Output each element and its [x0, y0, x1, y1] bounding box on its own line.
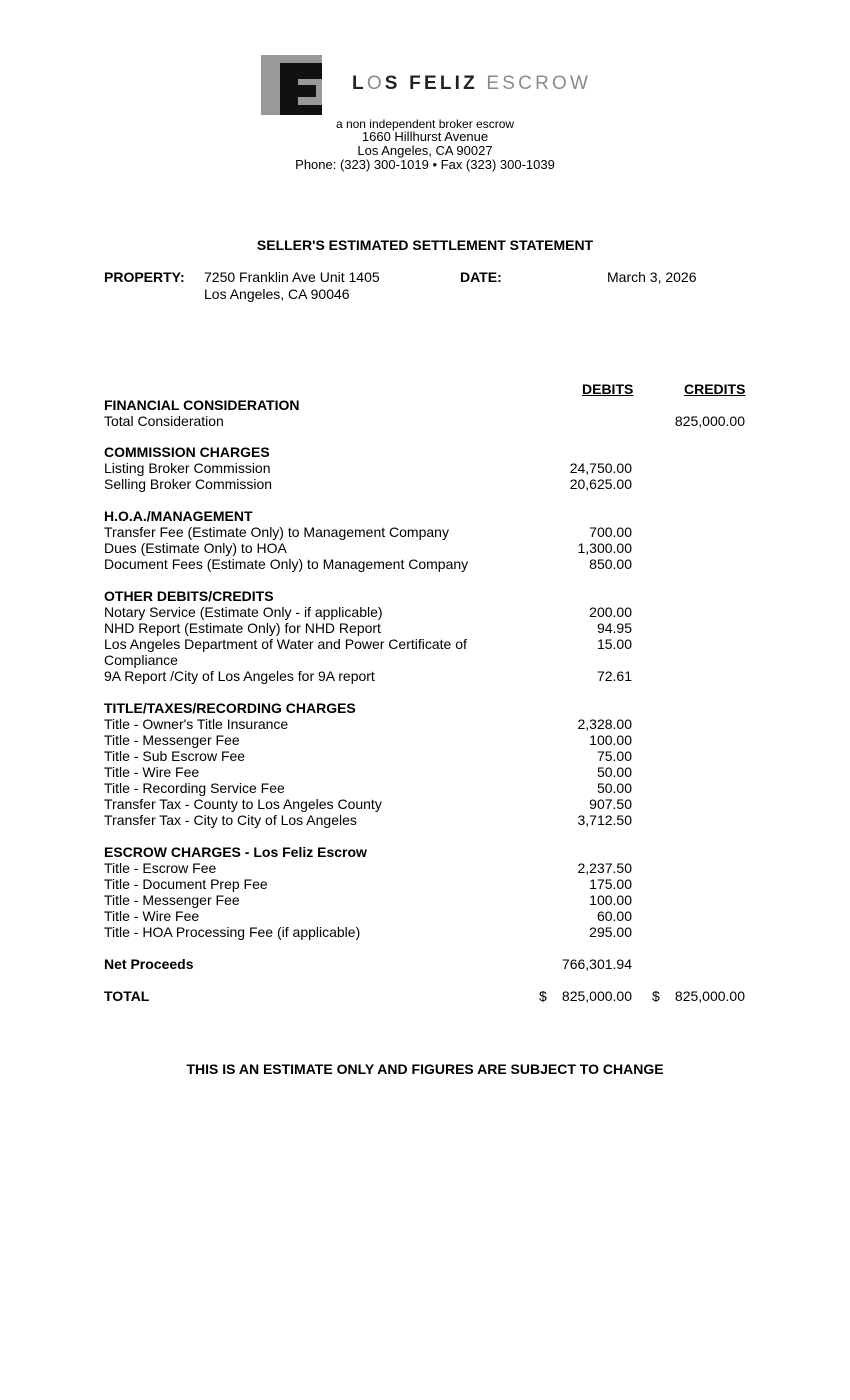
total-row — [104, 988, 746, 1004]
line-item-debit: 72.61 — [596, 668, 632, 684]
property-label: PROPERTY: — [104, 269, 185, 285]
line-item-debit: 75.00 — [596, 748, 632, 764]
company-address-1: 1660 Hillhurst Avenue — [361, 129, 489, 144]
line-item — [104, 748, 746, 764]
section-heading: OTHER DEBITS/CREDITS — [104, 588, 274, 604]
line-item-description: 9A Report /City of Los Angeles for 9A report — [104, 668, 375, 684]
net-proceeds-debit: 766,301.94 — [561, 956, 632, 972]
line-item-continuation — [104, 652, 746, 668]
total-debit-currency: $ — [539, 988, 547, 1004]
date-value: March 3, 2026 — [607, 269, 697, 285]
line-item — [104, 860, 746, 876]
line-item — [104, 908, 746, 924]
line-item-description: Title - Recording Service Fee — [104, 780, 285, 796]
company-wordmark: LOS FELIZ ESCROW — [352, 73, 592, 94]
line-item — [104, 604, 746, 620]
section-heading: H.O.A./MANAGEMENT — [104, 508, 253, 524]
total-credit: 825,000.00 — [674, 988, 745, 1004]
line-item — [104, 636, 746, 652]
line-item-description: Title - Owner's Title Insurance — [104, 716, 289, 732]
line-item-description: Title - Escrow Fee — [104, 860, 217, 876]
line-item-debit: 3,712.50 — [577, 812, 632, 828]
company-tagline: a non independent broker escrow — [335, 117, 515, 131]
line-item-debit: 175.00 — [589, 876, 632, 892]
line-item-description: Title - Wire Fee — [104, 764, 200, 780]
line-item — [104, 796, 746, 812]
line-item — [104, 620, 746, 636]
property-address-line1: 7250 Franklin Ave Unit 1405 — [204, 269, 380, 285]
line-item-description: Title - Document Prep Fee — [104, 876, 268, 892]
date-label: DATE: — [460, 269, 502, 285]
line-item-description: Title - HOA Processing Fee (if applicable) — [104, 924, 361, 940]
line-item-description: Los Angeles Department of Water and Power Certificate of — [104, 636, 467, 652]
net-proceeds-row — [104, 956, 746, 972]
line-item — [104, 413, 746, 429]
line-item-debit: 60.00 — [596, 908, 632, 924]
line-item — [104, 460, 746, 476]
line-item-description: Title - Messenger Fee — [104, 732, 240, 748]
property-address-line2: Los Angeles, CA 90046 — [204, 286, 350, 302]
line-item-debit: 24,750.00 — [569, 460, 632, 476]
line-item — [104, 732, 746, 748]
logo-mark — [261, 55, 322, 115]
line-item-credit: 825,000.00 — [674, 413, 745, 429]
line-item — [104, 780, 746, 796]
line-item-debit: 295.00 — [589, 924, 632, 940]
line-item — [104, 476, 746, 492]
line-item-debit: 850.00 — [589, 556, 632, 572]
line-item — [104, 524, 746, 540]
line-item-debit: 100.00 — [589, 892, 632, 908]
line-item-description: Selling Broker Commission — [104, 476, 273, 492]
line-item — [104, 540, 746, 556]
total-debit: 825,000.00 — [561, 988, 632, 1004]
line-item-debit: 2,328.00 — [577, 716, 632, 732]
line-item-description: Dues (Estimate Only) to HOA — [104, 540, 287, 556]
line-item-description: NHD Report (Estimate Only) for NHD Report — [104, 620, 381, 636]
line-item — [104, 556, 746, 572]
section-heading: COMMISSION CHARGES — [104, 444, 270, 460]
line-item-debit: 1,300.00 — [577, 540, 632, 556]
line-item-debit: 50.00 — [596, 780, 632, 796]
line-item-debit: 15.00 — [596, 636, 632, 652]
total-credit-currency: $ — [652, 988, 660, 1004]
line-item-debit: 200.00 — [589, 604, 632, 620]
line-item — [104, 764, 746, 780]
line-item — [104, 892, 746, 908]
line-item-description: Compliance — [104, 652, 178, 668]
section-heading: FINANCIAL CONSIDERATION — [104, 397, 300, 413]
line-item-description: Listing Broker Commission — [104, 460, 271, 476]
line-item — [104, 716, 746, 732]
line-item-debit: 2,237.50 — [577, 860, 632, 876]
line-item-description: Transfer Tax - County to Los Angeles County — [104, 796, 382, 812]
line-item-description: Total Consideration — [104, 413, 224, 429]
company-phone-fax: Phone: (323) 300-1019 • Fax (323) 300-1039 — [295, 157, 555, 172]
line-item-debit: 50.00 — [596, 764, 632, 780]
section-heading: TITLE/TAXES/RECORDING CHARGES — [104, 700, 356, 716]
line-item-description: Notary Service (Estimate Only - if applicable) — [104, 604, 383, 620]
line-item-description: Document Fees (Estimate Only) to Management Company — [104, 556, 469, 572]
statement-title: SELLER'S ESTIMATED SETTLEMENT STATEMENT — [256, 237, 594, 253]
line-item-description: Transfer Fee (Estimate Only) to Management Company — [104, 524, 449, 540]
line-item-description: Title - Messenger Fee — [104, 892, 240, 908]
line-item-debit: 907.50 — [589, 796, 632, 812]
line-item-debit: 700.00 — [589, 524, 632, 540]
line-item — [104, 876, 746, 892]
line-item-debit: 94.95 — [596, 620, 632, 636]
line-item-description: Transfer Tax - City to City of Los Angeles — [104, 812, 357, 828]
line-item-debit: 20,625.00 — [569, 476, 632, 492]
line-item — [104, 668, 746, 684]
line-item-description: Title - Sub Escrow Fee — [104, 748, 246, 764]
company-address-2: Los Angeles, CA 90027 — [357, 143, 493, 158]
line-item — [104, 812, 746, 828]
net-proceeds-label: Net Proceeds — [104, 956, 194, 972]
line-item — [104, 924, 746, 940]
estimate-disclaimer: THIS IS AN ESTIMATE ONLY AND FIGURES ARE SUBJECT TO CHANGE — [186, 1061, 664, 1077]
debits-column-header: DEBITS — [582, 381, 634, 397]
credits-column-header: CREDITS — [684, 381, 746, 397]
total-label: TOTAL — [104, 988, 150, 1004]
line-item-description: Title - Wire Fee — [104, 908, 200, 924]
line-item-debit: 100.00 — [589, 732, 632, 748]
section-heading: ESCROW CHARGES - Los Feliz Escrow — [104, 844, 367, 860]
